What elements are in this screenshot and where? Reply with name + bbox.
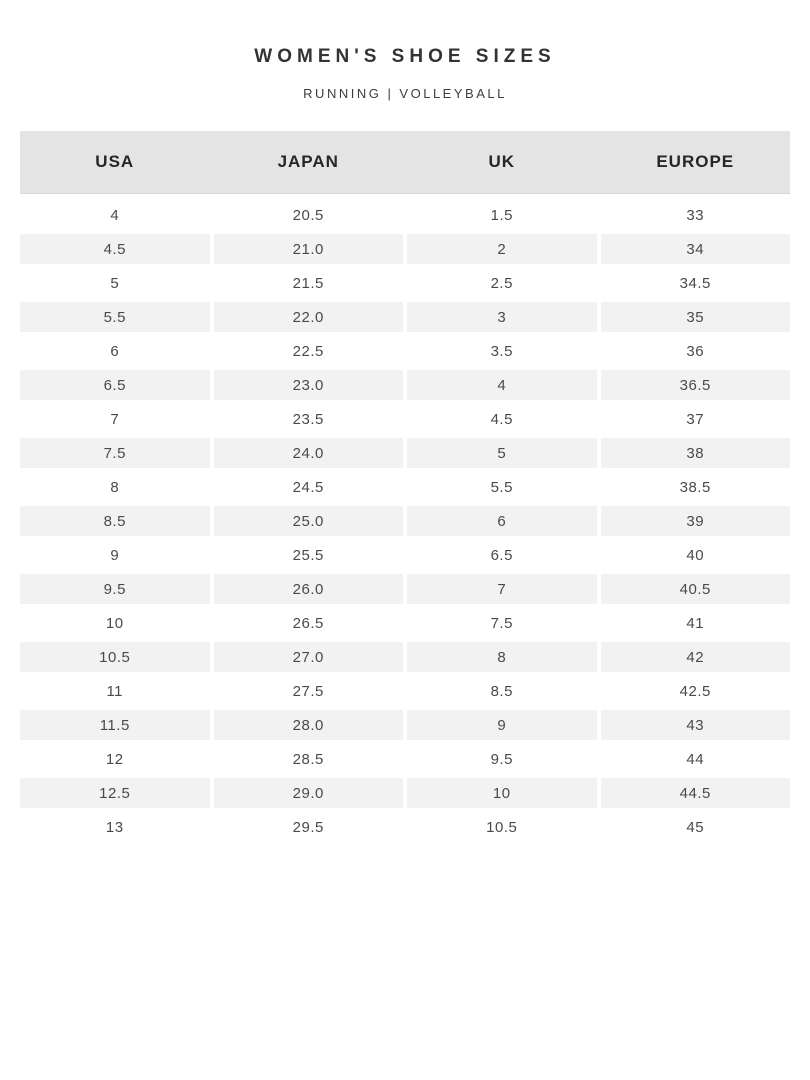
size-cell: 12.5	[20, 776, 210, 810]
size-cell: 5	[20, 266, 210, 300]
table-row	[20, 606, 790, 640]
size-cell: 38	[601, 436, 791, 470]
column-header-europe: EUROPE	[656, 152, 735, 171]
size-cell: 7	[20, 402, 210, 436]
table-row	[20, 708, 790, 742]
size-cell: 40.5	[601, 572, 791, 606]
size-cell: 10.5	[20, 640, 210, 674]
size-cell: 9.5	[407, 742, 597, 776]
size-cell: 36.5	[601, 368, 791, 402]
size-cell: 43	[601, 708, 791, 742]
size-cell: 26.0	[214, 572, 404, 606]
size-cell: 25.0	[214, 504, 404, 538]
size-cell: 1.5	[407, 198, 597, 232]
table-row	[20, 776, 790, 810]
size-cell: 8	[20, 470, 210, 504]
size-cell: 36	[601, 334, 791, 368]
size-conversion-table	[20, 131, 790, 844]
size-cell: 8.5	[20, 504, 210, 538]
size-cell: 4	[407, 368, 597, 402]
size-cell: 9	[20, 538, 210, 572]
page-subtitle: RUNNING | VOLLEYBALL	[303, 86, 507, 101]
size-cell: 6	[407, 504, 597, 538]
size-cell: 10	[20, 606, 210, 640]
size-cell: 5	[407, 436, 597, 470]
size-cell: 25.5	[214, 538, 404, 572]
size-cell: 27.0	[214, 640, 404, 674]
size-cell: 39	[601, 504, 791, 538]
size-cell: 21.5	[214, 266, 404, 300]
size-cell: 11	[20, 674, 210, 708]
column-header-japan: JAPAN	[277, 152, 339, 171]
size-cell: 9	[407, 708, 597, 742]
size-cell: 33	[601, 198, 791, 232]
size-cell: 7.5	[407, 606, 597, 640]
size-cell: 44.5	[601, 776, 791, 810]
table-row	[20, 436, 790, 470]
size-cell: 12	[20, 742, 210, 776]
table-row	[20, 266, 790, 300]
size-cell: 2.5	[407, 266, 597, 300]
size-cell: 24.0	[214, 436, 404, 470]
size-cell: 44	[601, 742, 791, 776]
table-row	[20, 742, 790, 776]
size-cell: 5.5	[20, 300, 210, 334]
size-cell: 23.5	[214, 402, 404, 436]
size-cell: 7.5	[20, 436, 210, 470]
table-row	[20, 300, 790, 334]
size-cell: 9.5	[20, 572, 210, 606]
size-cell: 6.5	[407, 538, 597, 572]
size-cell: 10.5	[407, 810, 597, 844]
table-row	[20, 538, 790, 572]
size-cell: 23.0	[214, 368, 404, 402]
size-cell: 5.5	[407, 470, 597, 504]
size-cell: 27.5	[214, 674, 404, 708]
table-row	[20, 810, 790, 844]
size-cell: 37	[601, 402, 791, 436]
table-row	[20, 368, 790, 402]
size-cell: 24.5	[214, 470, 404, 504]
size-cell: 4	[20, 198, 210, 232]
size-cell: 42.5	[601, 674, 791, 708]
size-cell: 21.0	[214, 232, 404, 266]
table-row	[20, 640, 790, 674]
size-cell: 45	[601, 810, 791, 844]
size-cell: 13	[20, 810, 210, 844]
size-cell: 42	[601, 640, 791, 674]
size-cell: 35	[601, 300, 791, 334]
size-cell: 7	[407, 572, 597, 606]
size-cell: 4.5	[20, 232, 210, 266]
size-cell: 22.0	[214, 300, 404, 334]
size-cell: 28.5	[214, 742, 404, 776]
table-row	[20, 232, 790, 266]
table-row	[20, 402, 790, 436]
table-row	[20, 198, 790, 232]
column-header-uk: UK	[488, 152, 516, 171]
size-cell: 3	[407, 300, 597, 334]
size-cell: 29.5	[214, 810, 404, 844]
size-cell: 2	[407, 232, 597, 266]
size-cell: 8.5	[407, 674, 597, 708]
size-cell: 20.5	[214, 198, 404, 232]
size-cell: 29.0	[214, 776, 404, 810]
table-row	[20, 504, 790, 538]
size-cell: 41	[601, 606, 791, 640]
column-header-usa: USA	[95, 152, 135, 171]
table-header-row	[20, 131, 790, 194]
size-cell: 8	[407, 640, 597, 674]
size-cell: 6.5	[20, 368, 210, 402]
table-row	[20, 470, 790, 504]
size-cell: 38.5	[601, 470, 791, 504]
size-cell: 40	[601, 538, 791, 572]
table-row	[20, 674, 790, 708]
size-cell: 3.5	[407, 334, 597, 368]
table-row	[20, 572, 790, 606]
size-cell: 34.5	[601, 266, 791, 300]
page-title: WOMEN'S SHOE SIZES	[254, 46, 556, 67]
size-cell: 11.5	[20, 708, 210, 742]
size-cell: 28.0	[214, 708, 404, 742]
size-cell: 10	[407, 776, 597, 810]
size-cell: 6	[20, 334, 210, 368]
size-cell: 22.5	[214, 334, 404, 368]
table-body	[20, 198, 790, 844]
size-cell: 26.5	[214, 606, 404, 640]
table-row	[20, 334, 790, 368]
size-cell: 4.5	[407, 402, 597, 436]
size-cell: 34	[601, 232, 791, 266]
